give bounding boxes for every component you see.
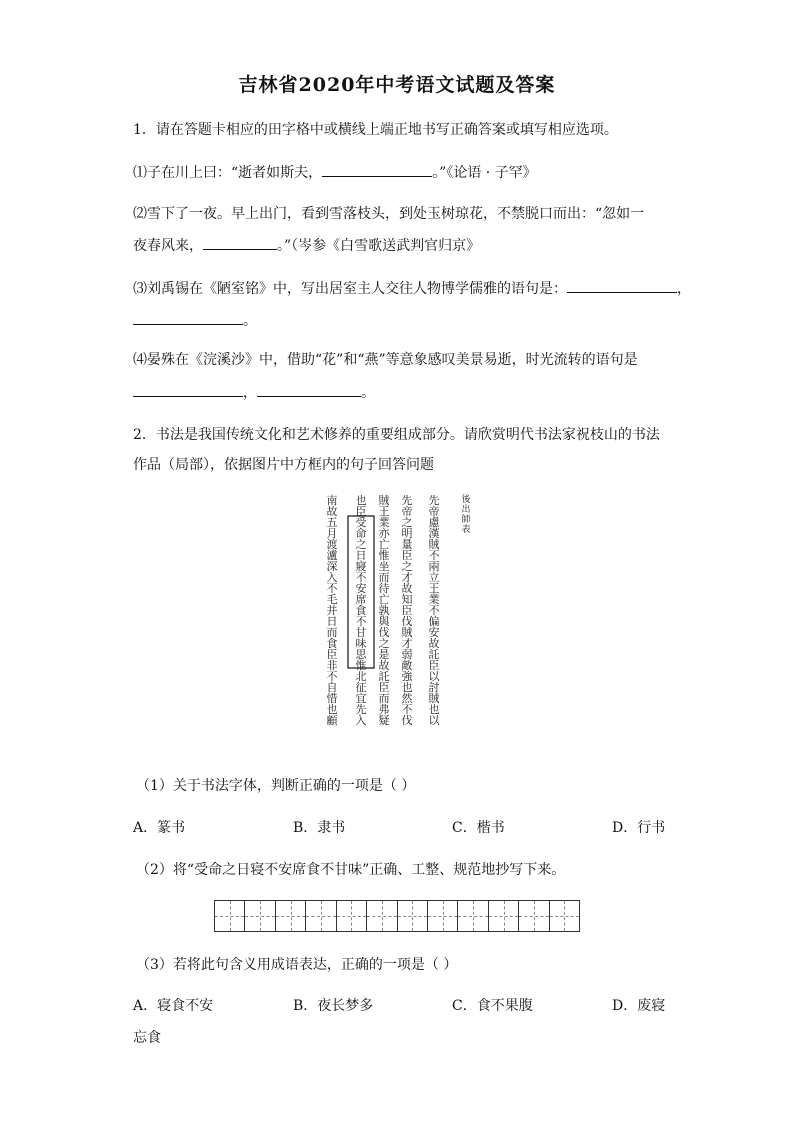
calligraphy-char: 臣: [428, 659, 440, 672]
calligraphy-char: 王: [378, 505, 390, 518]
calligraphy-char: 出: [461, 505, 471, 515]
q2-stem-line2: 作品（局部），依据图片中方框内的句子回答问题: [133, 457, 434, 473]
q2-sub3-option-a[interactable]: A．寝食不安: [133, 998, 214, 1014]
calligraphy-char: 故: [428, 637, 440, 650]
calligraphy-char: 先: [401, 494, 413, 507]
calligraphy-char: 北: [355, 670, 367, 683]
calligraphy-char: 業: [428, 593, 440, 606]
calligraphy-char: 賊: [401, 626, 413, 639]
calligraphy-char: 命: [355, 527, 367, 540]
writing-grid[interactable]: [214, 900, 580, 932]
q1-stem: 1．请在答题卡相应的田字格中或横线上端正地书写正确答案或填写相应选项。: [133, 122, 618, 138]
q1-part3-line2: [133, 310, 257, 331]
calligraphy-char: 不: [428, 549, 440, 562]
calligraphy-char: 帝: [428, 505, 440, 518]
calligraphy-char: 故: [401, 582, 413, 595]
answer-blank[interactable]: [133, 382, 243, 397]
calligraphy-char: 慮: [428, 516, 440, 529]
calligraphy-char: 之: [378, 637, 390, 650]
page-title: 吉林省2020年中考语文试题及答案: [238, 74, 556, 96]
calligraphy-char: 伐: [401, 615, 413, 628]
calligraphy-char: 五: [326, 516, 338, 529]
q2-sub2-stem: （2）将“受命之日寝不安席食不甘味”正确、工整、规范地抄写下来。: [136, 862, 566, 878]
q1-part3-comma: ，: [677, 281, 691, 297]
q2-sub3-option-d-continued: 忘食: [133, 1030, 161, 1046]
calligraphy-char: 深: [326, 560, 338, 573]
calligraphy-char: 才: [401, 637, 413, 650]
grid-cell[interactable]: [458, 901, 488, 931]
calligraphy-char: 故: [326, 505, 338, 518]
answer-blank[interactable]: [567, 278, 677, 293]
calligraphy-char: 渡: [326, 538, 338, 551]
calligraphy-char: 亦: [378, 527, 390, 540]
grid-cell[interactable]: [367, 901, 397, 931]
grid-cell[interactable]: [489, 901, 519, 931]
q2-sub1-option-c[interactable]: C．楷书: [452, 820, 505, 836]
grid-cell[interactable]: [550, 901, 579, 931]
q1-part1-prefix: ⑴子在川上曰：“逝者如斯夫，: [133, 165, 323, 181]
calligraphy-char: 師: [461, 515, 471, 525]
calligraphy-char: 而: [378, 692, 390, 705]
calligraphy-char: 先: [355, 703, 367, 716]
calligraphy-char: 日: [355, 549, 367, 562]
calligraphy-char: 弗: [378, 703, 390, 716]
calligraphy-char: 討: [428, 681, 440, 694]
calligraphy-char: 知: [401, 593, 413, 606]
calligraphy-char: 臣: [378, 681, 390, 694]
calligraphy-char: 并: [326, 604, 338, 617]
calligraphy-char: 不: [355, 615, 367, 628]
calligraphy-char: 安: [428, 626, 440, 639]
calligraphy-char: 自: [326, 681, 338, 694]
calligraphy-char: 託: [428, 648, 440, 661]
calligraphy-char: 之: [355, 538, 367, 551]
calligraphy-char: 伐: [401, 714, 413, 727]
calligraphy-char: 日: [326, 615, 338, 628]
calligraphy-char: 明: [401, 527, 413, 540]
q2-sub3-option-d[interactable]: D．废寝: [612, 998, 666, 1014]
calligraphy-char: 後: [461, 495, 471, 505]
calligraphy-char: 不: [326, 670, 338, 683]
calligraphy-char: 兩: [428, 560, 440, 573]
calligraphy-char: 惜: [326, 692, 338, 705]
calligraphy-char: 賊: [428, 538, 440, 551]
answer-blank[interactable]: [133, 310, 243, 325]
calligraphy-char: 漢: [428, 527, 440, 540]
calligraphy-char: 不: [428, 604, 440, 617]
calligraphy-char: 臣: [401, 549, 413, 562]
q1-part2-suffix: 。”（岑参《白雪歌送武判官归京》: [277, 238, 481, 254]
calligraphy-char: 以: [428, 714, 440, 727]
calligraphy-char: 非: [326, 659, 338, 672]
calligraphy-char: 瀘: [326, 549, 338, 562]
q1-part2-line1: ⑵雪下了一夜。早上出门，看到雪落枝头，到处玉树琼花，不禁脱口而出：“忽如一: [133, 206, 645, 222]
calligraphy-char: 不: [355, 571, 367, 584]
calligraphy-char: 敵: [401, 659, 413, 672]
calligraphy-char: 表: [461, 525, 471, 535]
calligraphy-char: 孰: [378, 604, 390, 617]
calligraphy-char: 強: [401, 670, 413, 683]
grid-cell[interactable]: [215, 901, 245, 931]
q1-part1-suffix: 。”《论语 · 子罕》: [432, 165, 537, 181]
calligraphy-char: 亡: [378, 593, 390, 606]
calligraphy-char: 託: [378, 670, 390, 683]
calligraphy-char: 之: [401, 516, 413, 529]
calligraphy-char: 坐: [378, 560, 390, 573]
grid-cell[interactable]: [398, 901, 428, 931]
calligraphy-char: 而: [378, 571, 390, 584]
calligraphy-char: 也: [326, 703, 338, 716]
calligraphy-char: 業: [378, 516, 390, 529]
calligraphy-char: 征: [355, 681, 367, 694]
q1-part4-line2: [133, 382, 375, 403]
calligraphy-char: 月: [326, 527, 338, 540]
grid-cell[interactable]: [519, 901, 549, 931]
calligraphy-char: 然: [401, 692, 413, 705]
calligraphy-char: 思: [355, 648, 367, 661]
grid-cell[interactable]: [337, 901, 367, 931]
calligraphy-char: 臣: [401, 604, 413, 617]
q1-part2-prefix: 夜春风来，: [133, 238, 203, 254]
calligraphy-image: [312, 490, 482, 750]
calligraphy-char: 入: [326, 571, 338, 584]
calligraphy-char: 也: [401, 681, 413, 694]
q1-part3-end: 。: [243, 313, 257, 329]
answer-blank[interactable]: [257, 382, 361, 397]
calligraphy-char: 王: [428, 582, 440, 595]
q1-part1: [133, 162, 537, 183]
calligraphy-char: 以: [428, 670, 440, 683]
calligraphy-char: 寢: [355, 560, 367, 573]
calligraphy-char: 賊: [428, 692, 440, 705]
calligraphy-char: 賊: [378, 494, 390, 507]
q1-part4-line1: ⑷晏殊在《浣溪沙》中，借助“花”和“燕”等意象感叹美景易逝，时光流转的语句是: [133, 352, 638, 368]
calligraphy-char: 惟: [378, 549, 390, 562]
q1-part3-line1: [133, 278, 691, 299]
grid-cell[interactable]: [276, 901, 306, 931]
calligraphy-char: 偏: [428, 615, 440, 628]
calligraphy-char: 亡: [378, 538, 390, 551]
calligraphy-char: 不: [401, 703, 413, 716]
calligraphy-char: 安: [355, 582, 367, 595]
q2-sub3-option-b[interactable]: B．夜长梦多: [293, 998, 374, 1014]
calligraphy-char: 故: [378, 659, 390, 672]
calligraphy-char: 之: [401, 560, 413, 573]
calligraphy-char: 待: [378, 582, 390, 595]
calligraphy-char: 量: [401, 538, 413, 551]
calligraphy-char: 弱: [401, 648, 413, 661]
calligraphy-char: 顧: [326, 714, 338, 727]
calligraphy-char: 伐: [378, 626, 390, 639]
answer-blank[interactable]: [322, 162, 432, 177]
calligraphy-char: 疑: [378, 714, 390, 727]
calligraphy-char: 而: [326, 626, 338, 639]
calligraphy-char: 臣: [355, 505, 367, 518]
q2-sub3-option-c[interactable]: C．食不果腹: [452, 998, 533, 1014]
q2-sub1-stem: （1）关于书法字体，判断正确的一项是（ ）: [136, 778, 416, 794]
calligraphy-char: 先: [428, 494, 440, 507]
answer-blank[interactable]: [203, 235, 277, 250]
grid-cell[interactable]: [428, 901, 458, 931]
calligraphy-char: 惟: [355, 659, 367, 672]
grid-cell[interactable]: [306, 901, 336, 931]
calligraphy-char: 入: [355, 714, 367, 727]
calligraphy-char: 味: [355, 637, 367, 650]
calligraphy-char: 立: [428, 571, 440, 584]
calligraphy-char: 毛: [326, 593, 338, 606]
grid-cell[interactable]: [245, 901, 275, 931]
q2-sub1-option-b[interactable]: B．隶书: [293, 820, 346, 836]
calligraphy-char: 席: [355, 593, 367, 606]
calligraphy-char: 才: [401, 571, 413, 584]
calligraphy-char: 也: [428, 703, 440, 716]
calligraphy-char: 甘: [355, 626, 367, 639]
calligraphy-char: 不: [326, 582, 338, 595]
q1-part2-line2: [133, 235, 480, 256]
q1-part4-comma: ，: [243, 385, 257, 401]
calligraphy-char: 帝: [401, 505, 413, 518]
q1-part4-end: 。: [361, 385, 375, 401]
q2-stem-line1: 2．书法是我国传统文化和艺术修养的重要组成部分。请欣赏明代书法家祝枝山的书法: [133, 427, 660, 443]
calligraphy-svg: [312, 490, 482, 750]
q2-sub1-option-a[interactable]: A．篆书: [133, 820, 186, 836]
calligraphy-char: 南: [326, 494, 338, 507]
q1-part3-prefix: ⑶刘禹锡在《陋室铭》中，写出居室主人交往人物博学儒雅的语句是：: [133, 281, 567, 297]
calligraphy-char: 與: [378, 615, 390, 628]
q2-sub3-stem: （3）若将此句含义用成语表达，正确的一项是（ ）: [136, 957, 458, 973]
q2-sub1-option-d[interactable]: D．行书: [612, 820, 666, 836]
calligraphy-char: 是: [378, 648, 390, 661]
calligraphy-char: 臣: [326, 648, 338, 661]
calligraphy-char: 宜: [355, 692, 367, 705]
calligraphy-char: 受: [355, 516, 367, 529]
calligraphy-char: 食: [355, 604, 367, 617]
calligraphy-char: 食: [326, 637, 338, 650]
calligraphy-char: 也: [355, 494, 367, 507]
